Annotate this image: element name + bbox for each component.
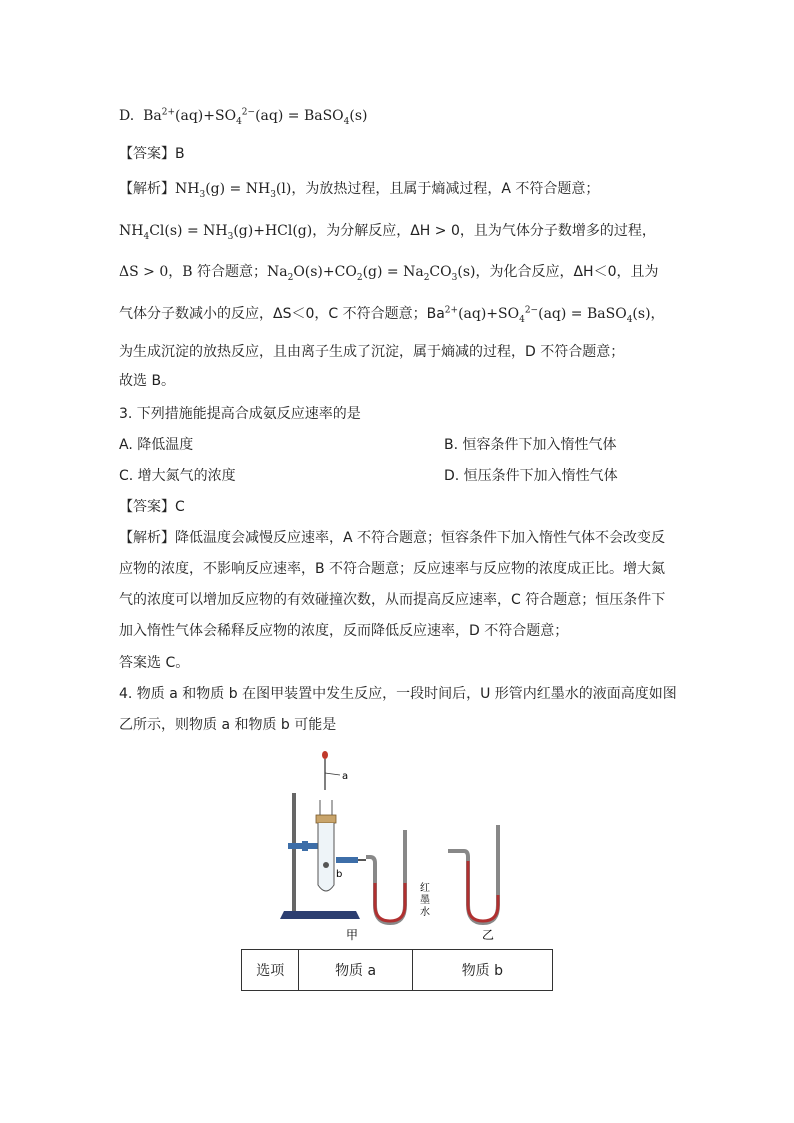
q3-analysis-line-3: 气的浓度可以增加反应物的有效碰撞次数，从而提高反应速率，C 符合题意；恒压条件下: [119, 592, 666, 608]
q3-analysis-line-2: 应物的浓度，不影响反应速率，B 不符合题意；反应速率与反应物的浓度成正比。增大氮: [119, 561, 666, 577]
q2-analysis-line-1: 【解析】$NH_3(g) = NH_3(l)$，为放热过程，且属于熵减过程，A 不符合题意；: [119, 181, 600, 200]
q2-answer: 【答案】B: [119, 146, 185, 162]
q3-stem: 3. 下列措施能提高合成氨反应速率的是: [119, 406, 361, 422]
q2-analysis-line-5: 为生成沉淀的放热反应，且由离子生成了沉淀，属于熵减的过程，D 不符合题意；: [119, 344, 625, 360]
label-ink-2: 墨: [420, 895, 430, 906]
label-a: a: [342, 771, 349, 782]
q3-option-b: B. 恒容条件下加入惰性气体: [444, 437, 617, 453]
options-table: [241, 949, 553, 991]
q3-option-c: C. 增大氮气的浓度: [119, 468, 236, 484]
q3-analysis-line-1: 【解析】降低温度会减慢反应速率，A 不符合题意；恒容条件下加入惰性气体不会改变反: [119, 530, 666, 546]
q4-stem-line-2: 乙所示，则物质 a 和物质 b 可能是: [119, 717, 337, 733]
q3-option-a: A. 降低温度: [119, 437, 194, 453]
apparatus-figure: [280, 745, 520, 945]
red-ink-left-u: [375, 883, 405, 921]
table-header-b: 物质 b: [412, 950, 552, 991]
red-ink-right-u: [468, 861, 498, 921]
option-d-label: D.: [119, 108, 135, 124]
label-ink-3: 水: [420, 907, 430, 918]
q3-option-d: D. 恒压条件下加入惰性气体: [444, 468, 618, 484]
stand-base: [280, 911, 360, 919]
q2-analysis-line-2: $NH_4Cl(s) = NH_3(g)+HCl(g)$，为分解反应，ΔH > 0，且为气体分子数增多的过程，: [119, 223, 656, 242]
dropper-icon: [322, 751, 340, 790]
table-header-row: [242, 950, 553, 991]
stand-rod: [292, 793, 296, 911]
option-d-equation: D. $Ba^{2+}(aq)+SO_4^{2-}(aq)$ = BaSO$_4$(s): [119, 107, 368, 127]
table-header-a: 物质 a: [299, 950, 412, 991]
q2-conclusion: 故选 B。: [119, 373, 176, 389]
test-tube: [316, 800, 336, 891]
caption-jia: 甲: [346, 928, 359, 942]
q4-stem-line-1: 4. 物质 a 和物质 b 在图甲装置中发生反应，一段时间后，U 形管内红墨水的液面高度如图: [119, 686, 677, 702]
q3-analysis-line-4: 加入惰性气体会稀释反应物的浓度，反而降低反应速率，D 不符合题意；: [119, 623, 569, 639]
label-ink-1: 红: [420, 883, 430, 894]
q3-conclusion: 答案选 C。: [119, 655, 190, 671]
q2-analysis-line-3: ΔS > 0，B 符合题意；$Na_2O(s)+CO_2(g) = Na_2CO_3(s)$，为化合反应，ΔH＜0，且为: [119, 264, 659, 283]
table-header-option: 选项: [242, 950, 299, 991]
label-b: b: [336, 869, 343, 880]
caption-yi: 乙: [482, 928, 495, 942]
q2-analysis-line-4: 气体分子数减小的反应，ΔS＜0，C 不符合题意；$Ba^{2+}(aq)+SO_4^{2-}(aq)$ = BaSO$_4$(s)，: [119, 305, 665, 325]
q3-answer: 【答案】C: [119, 499, 185, 515]
